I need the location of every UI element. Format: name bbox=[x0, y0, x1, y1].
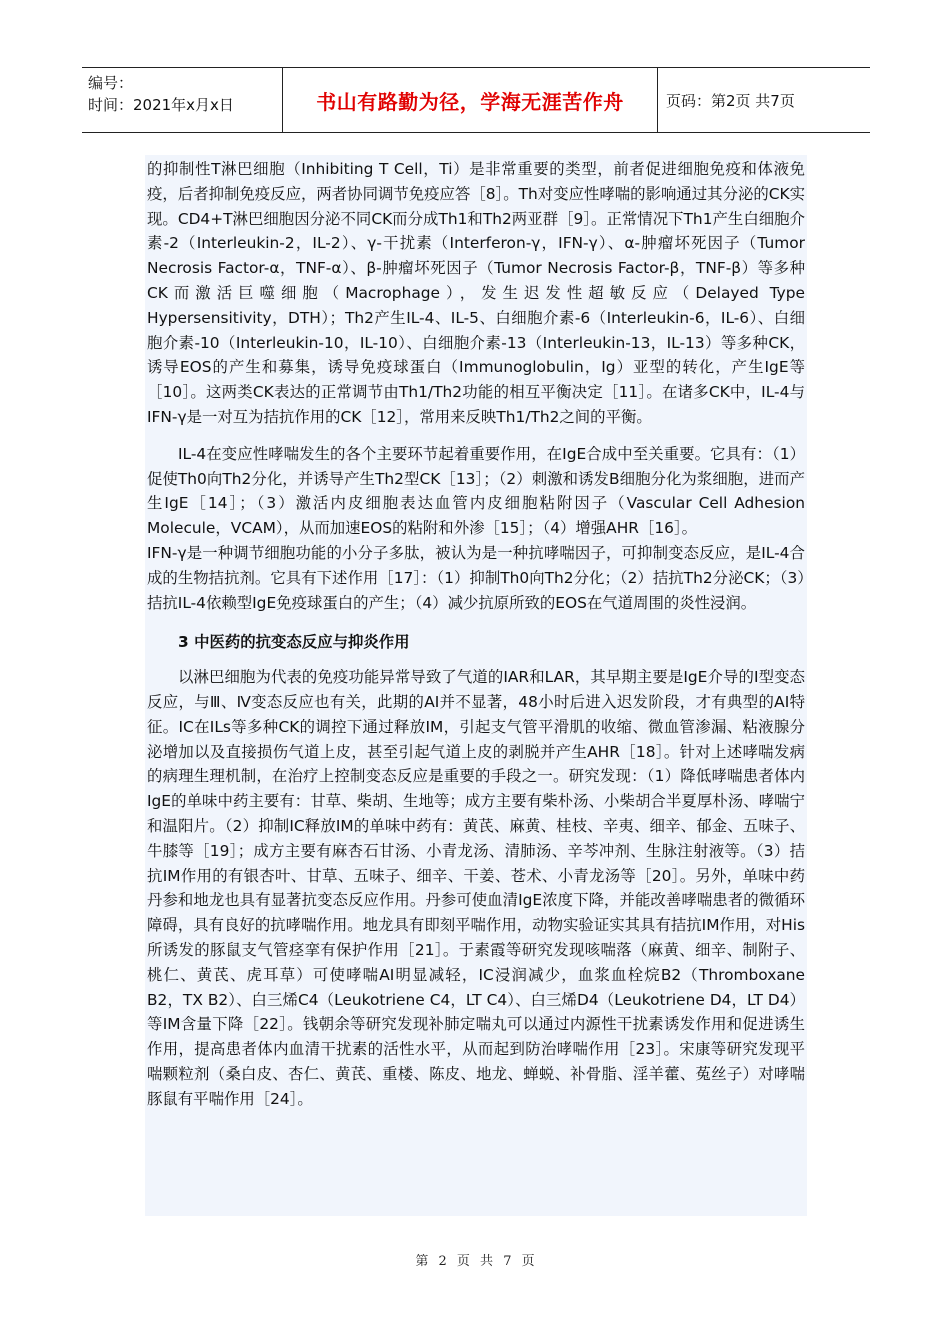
header-meta bbox=[82, 68, 283, 132]
time-label: 时间：2021年x月x日 bbox=[88, 96, 234, 114]
paragraph-th-cells: 的抑制性T淋巴细胞（Inhibiting T Cell，Ti）是非常重要的类型，前者促进细胞免疫和体液免疫，后者抑制免疫反应，两者协同调节免疫应答［8］。Th对变应性哮喘的影响通过其分泌的CK实现。CD4+T淋巴细胞因分泌不同CK而分成Th1和Th2两亚群［9］。正常情况下Th1产生白细胞介素-2（Interleukin-2，IL-2）、γ-干扰素（Interferon-γ，IFN-γ）、α-肿瘤坏死因子（Tumor Necrosis Factor-α，TNF-α）、β-肿瘤坏死因子（Tumor Necrosis Factor-β，TNF-β）等多种CK而激活巨噬细胞（Macrophage），发生迟发性超敏反应（Delayed Type Hypersensitivity，DTH）；Th2产生IL-4、IL-5、白细胞介素-6（Interleukin-6，IL-6）、白细胞介素-10（Interleukin-10，IL-10）、白细胞介素-13（Interleukin-13，IL-13）等多种CK，诱导EOS的产生和募集，诱导免疫球蛋白（Immunoglobulin，Ig）亚型的转化，产生IgE等［10］。这两类CK表达的正常调节由Th1/Th2功能的相互平衡决定［11］。在诸多CK中，IL-4与IFN-γ是一对互为拮抗作用的CK［12］，常用来反映Th1/Th2之间的平衡。 bbox=[147, 160, 805, 426]
document-body bbox=[145, 155, 807, 1216]
number-label: 编号： bbox=[88, 74, 134, 92]
paragraph-ifn-gamma: IFN-γ是一种调节细胞功能的小分子多肽，被认为是一种抗哮喘因子，可抑制变态反应，是IL-4合成的生物拮抗剂。它具有下述作用［17］：（1）抑制Th0向Th2分化；（2）拮抗Th2分泌CK；（3）拮抗IL-4依赖型IgE免疫球蛋白的产生；（4）减少抗原所致的EOS在气道周围的炎性浸润。 bbox=[147, 543, 805, 612]
page-header bbox=[82, 67, 870, 133]
header-motto: 书山有路勤为径，学海无涯苦作舟 bbox=[283, 68, 658, 132]
paragraph-tcm: 以淋巴细胞为代表的免疫功能异常导致了气道的IAR和LAR，其早期主要是IgE介导的I型变态反应，与Ⅲ、Ⅳ变态反应也有关，此期的AI并不显著，48小时后进入迟发阶段，才有典型的AI特征。IC在ILs等多种CK的调控下通过释放IM，引起支气管平滑肌的收缩、微血管渗漏、粘液腺分泌增加以及直接损伤气道上皮，甚至引起气道上皮的剥脱并产生AHR［18］。针对上述哮喘发病的病理生理机制，在治疗上控制变态反应是重要的手段之一。研究发现：（1）降低哮喘患者体内IgE的单味中药主要有：甘草、柴胡、生地等；成方主要有柴朴汤、小柴胡合半夏厚朴汤、哮喘宁和温阳片。（2）抑制IC释放IM的单味中药有：黄芪、麻黄、桂枝、辛夷、细辛、郁金、五味子、牛膝等［19］；成方主要有麻杏石甘汤、小青龙汤、清肺汤、辛芩冲剂、生脉注射液等。（3）拮抗IM作用的有银杏叶、甘草、五味子、细辛、干姜、苍术、小青龙汤等［20］。另外，单味中药丹参和地龙也具有显著抗变态反应作用。丹参可使血清IgE浓度下降，并能改善哮喘患者的微循环障碍，具有良好的抗哮喘作用。地龙具有即刻平喘作用，动物实验证实其具有拮抗IM作用，对His所诱发的豚鼠支气管痉挛有保护作用［21］。于素霞等研究发现咳喘落（麻黄、细辛、制附子、桃仁、黄芪、虎耳草）可使哮喘AI明显减轻，IC浸润减少，血浆血栓烷B2（Thromboxane B2，TX B2）、白三烯C4（Leukotriene C4，LT C4）、白三烯D4（Leukotriene D4，LT D4）等IM含量下降［22］。钱朝余等研究发现补肺定喘丸可以通过内源性干扰素诱发作用和促进诱生作用，提高患者体内血清干扰素的活性水平，从而起到防治哮喘作用［23］。宋康等研究发现平喘颗粒剂（桑白皮、杏仁、黄芪、重楼、陈皮、地龙、蝉蜕、补骨脂、淫羊藿、菟丝子）对哮喘豚鼠有平喘作用［24］。 bbox=[147, 668, 805, 1108]
paragraph-il4: IL-4在变应性哮喘发生的各个主要环节起着重要作用，在IgE合成中至关重要。它具有：（1）促使Th0向Th2分化，并诱导产生Th2型CK［13］；（2）刺激和诱发B细胞分化为浆细胞，进而产生IgE［14］；（3）激活内皮细胞表达血管内皮细胞粘附因子（Vascular Cell Adhesion Molecule，VCAM），从而加速EOS的粘附和外渗［15］；（4）增强AHR［16］。 bbox=[147, 444, 805, 538]
header-page-number: 页码：第2页 共7页 bbox=[666, 91, 795, 110]
section-heading: 3 中医药的抗变态反应与抑炎作用 bbox=[178, 633, 410, 652]
page-footer: 第 2 页 共 7 页 bbox=[415, 1254, 535, 1269]
